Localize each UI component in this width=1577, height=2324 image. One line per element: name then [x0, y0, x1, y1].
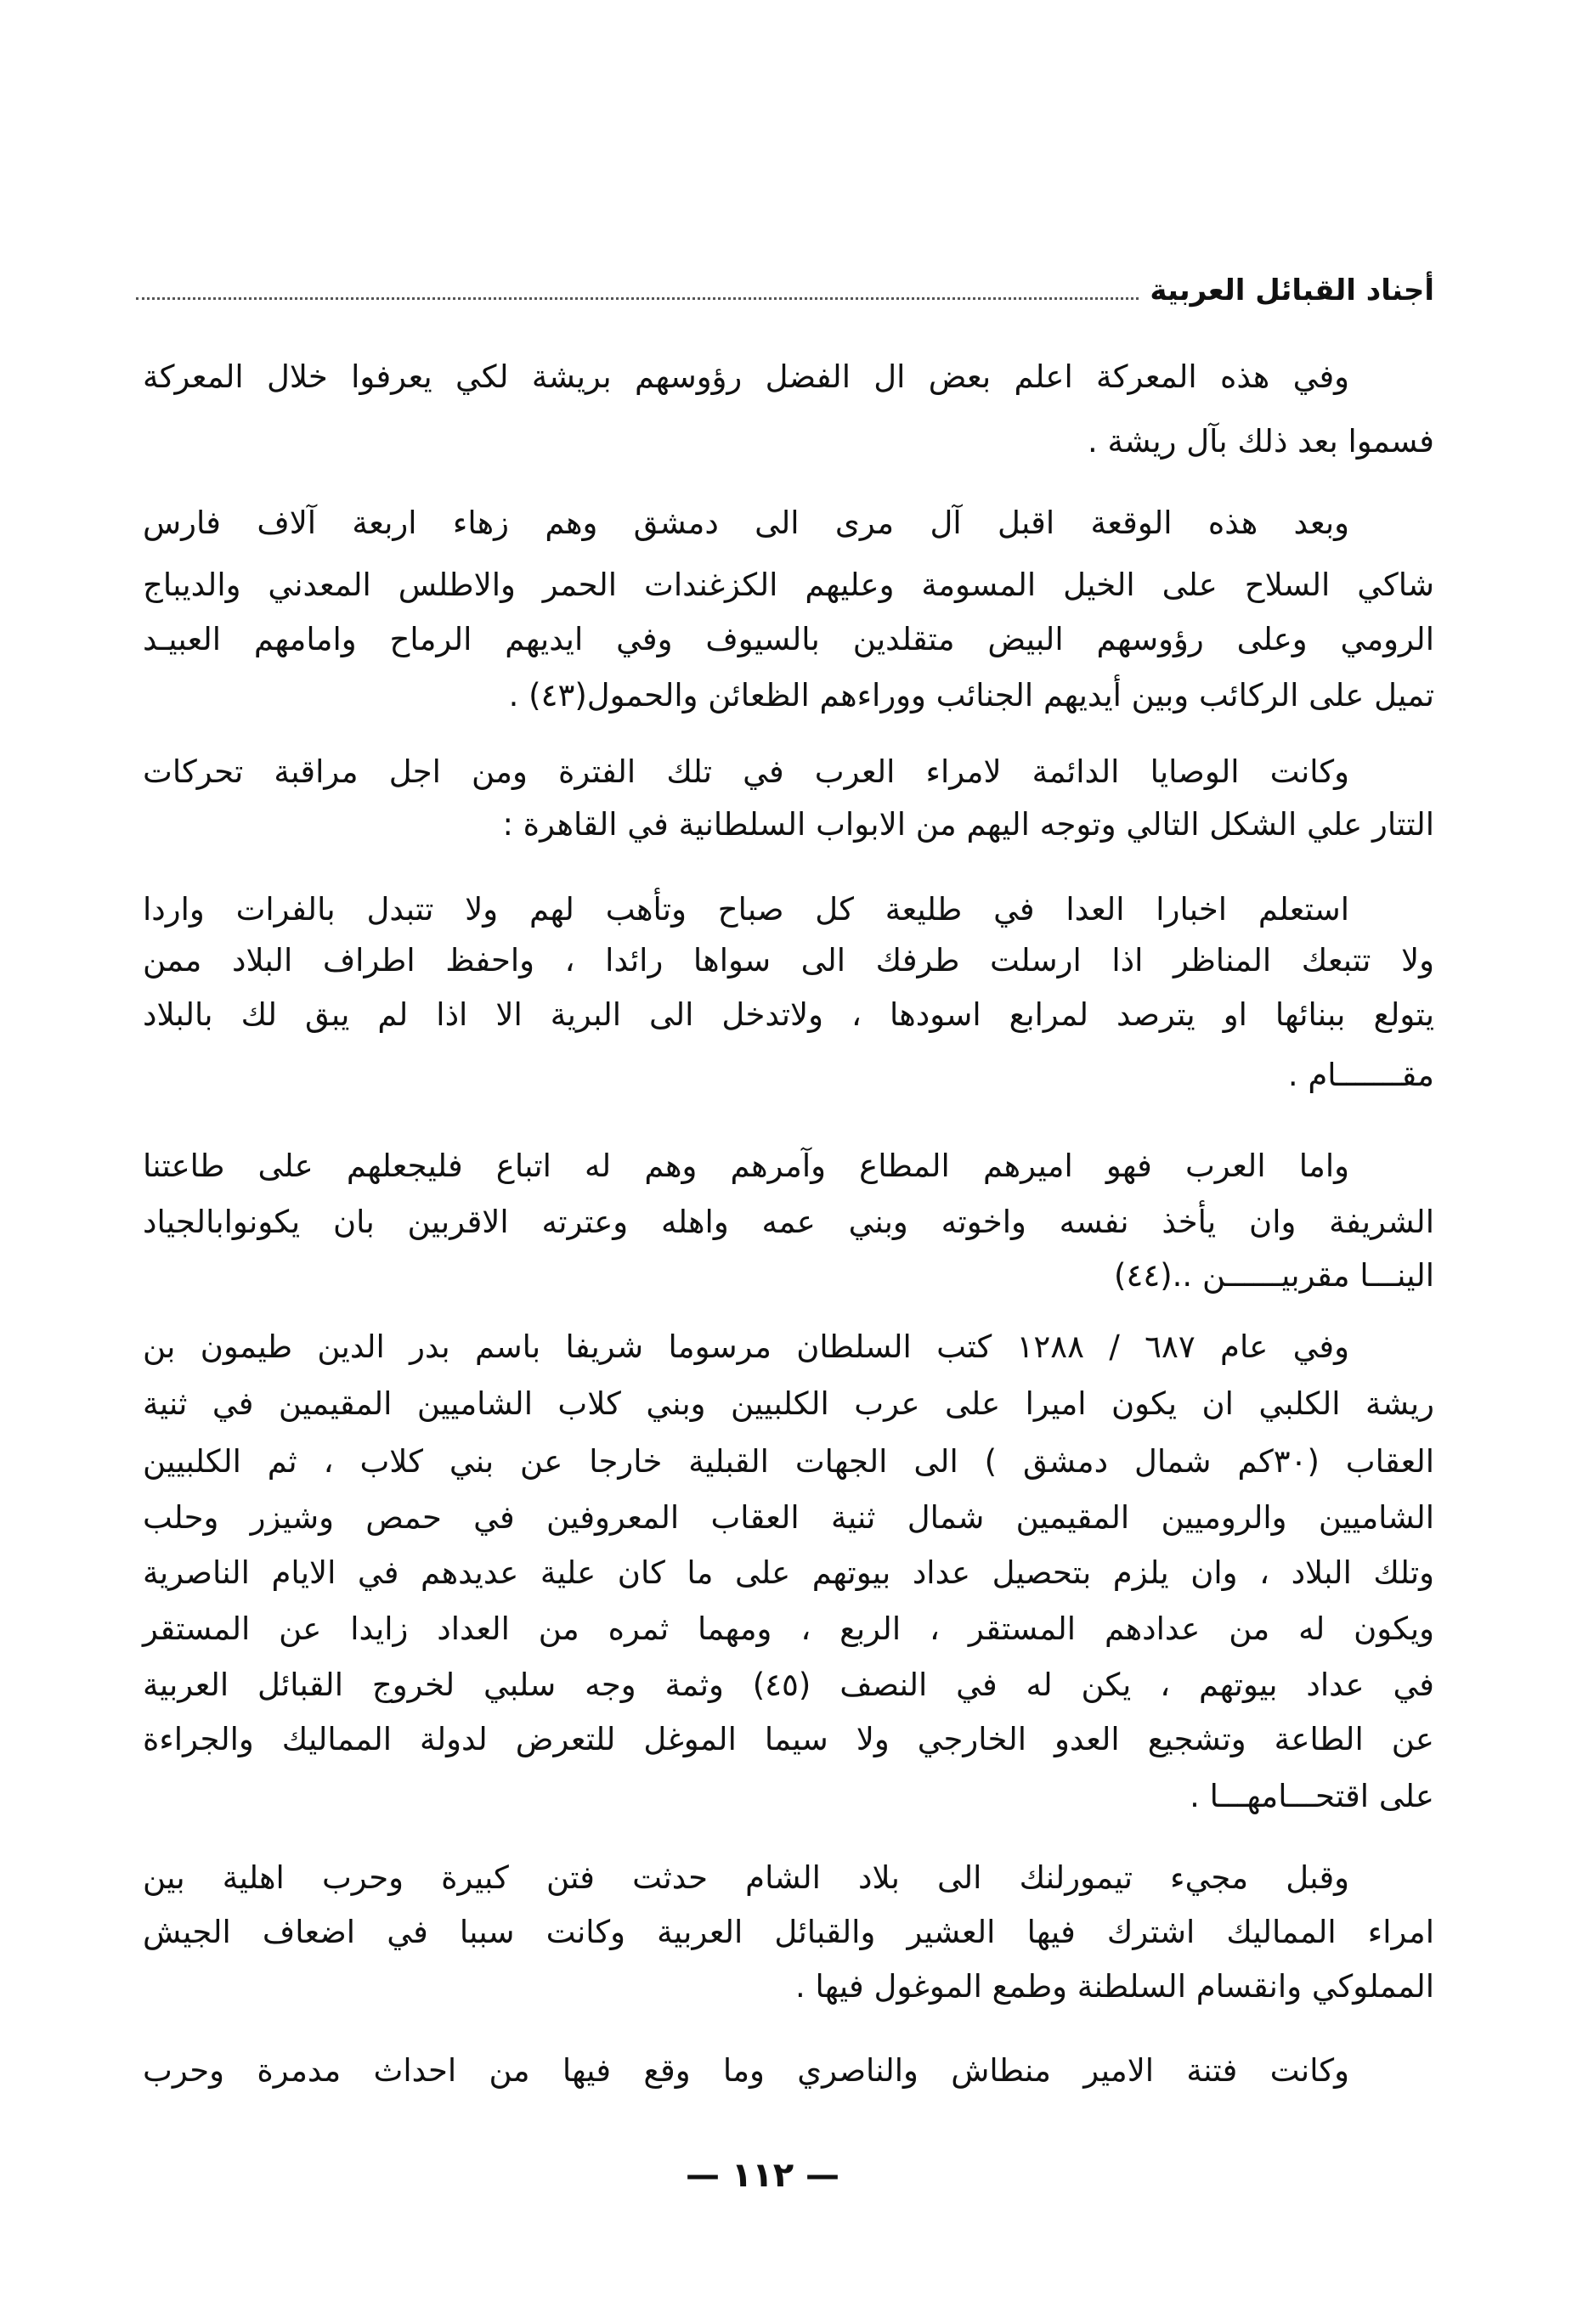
- text-line: فسموا بعد ذلك بآل ريشة .: [1087, 423, 1434, 460]
- text-line: ولا تتبعك المناظر اذا ارسلت طرفك الى سواها رائدا ، واحفظ اطراف البلاد ممن: [143, 942, 1434, 979]
- text-line: وتلك البلاد ، وان يلزم بتحصيل عداد بيوتهم على ما كان علية عديدهم في الايام الناصرية: [143, 1554, 1434, 1591]
- running-title: أجناد القبائل العربية: [1150, 274, 1434, 307]
- text-line: وفي عام ٦٨٧ / ١٢٨٨ كتب السلطان مرسوما شريفا باسم بدر الدين طيمون بن: [143, 1328, 1349, 1365]
- text-line: وكانت الوصايا الدائمة لامراء العرب في تلك الفترة ومن اجل مراقبة تحركات: [143, 753, 1349, 790]
- text-line: تميل على الركائب وبين أيديهم الجنائب ووراءهم الظعائن والحمول(٤٣) .: [508, 677, 1434, 714]
- header-dotted-rule: [136, 297, 1139, 300]
- text-line: مقـــــــام .: [1287, 1057, 1434, 1093]
- text-line: في عداد بيوتهم ، يكن له في النصف (٤٥) وثمة وجه سلبي لخروج القبائل العربية: [143, 1667, 1434, 1703]
- text-line: العقاب (٣٠كم شمال دمشق ) الى الجهات القبلية خارجا عن بني كلاب ، ثم الكلبيين: [143, 1443, 1434, 1480]
- text-line: استعلم اخبارا العدا في طليعة كل صباح وتأهب لهم ولا تتبدل بالفرات واردا: [143, 891, 1349, 928]
- text-line: واما العرب فهو اميرهم المطاع وآمرهم وهم له اتباع فليجعلهم على طاعتنا: [143, 1148, 1349, 1184]
- text-line: وبعد هذه الوقعة اقبل آل مرى الى دمشق وهم زهاء اربعة آلاف فارس: [143, 505, 1349, 541]
- text-line: عن الطاعة وتشجيع العدو الخارجي ولا سيما الموغل للتعرض لدولة المماليك والجراءة: [143, 1721, 1434, 1757]
- text-line: وكانت فتنة الامير منطاش والناصري وما وقع فيها من احداث مدمرة وحرب: [143, 2052, 1349, 2089]
- text-line: وقبل مجيء تيمورلنك الى بلاد الشام حدثت فتن كبيرة وحرب اهلية بين: [143, 1859, 1349, 1896]
- text-line: التتار علي الشكل التالي وتوجه اليهم من الابواب السلطانية في القاهرة :: [502, 806, 1434, 843]
- text-line: الرومي وعلى رؤوسهم البيض متقلدين بالسيوف وفي ايديهم الرماح وامامهم العبيـد: [143, 621, 1434, 657]
- text-line: ريشة الكلبي ان يكون اميرا على عرب الكلبيين وبني كلاب الشاميين المقيمين في ثنية: [143, 1385, 1434, 1422]
- text-line: وفي هذه المعركة اعلم بعض ال الفضل رؤوسهم بريشة لكي يعرفوا خلال المعركة: [143, 358, 1349, 395]
- text-line: الشريفة وان يأخذ نفسه واخوته وبني عمه واهله وعترته الاقربين بان يكونوابالجياد: [143, 1204, 1434, 1240]
- text-line: ويكون له من عدادهم المستقر ، الربع ، ومهما ثمره من العداد زايدا عن المستقر: [143, 1610, 1434, 1647]
- text-line: الشاميين والروميين المقيمين شمال ثنية العقاب المعروفين في حمص وشيزر وحلب: [143, 1499, 1434, 1536]
- text-line: يتولع ببنائها او يترصد لمرابع اسودها ، ولاتدخل الى البرية الا اذا لم يبق لك بالبلاد: [143, 996, 1434, 1033]
- text-line: امراء المماليك اشترك فيها العشير والقبائل العربية وكانت سببا في اضعاف الجيش: [143, 1914, 1434, 1950]
- text-line: على اقتحـــامهـــا .: [1190, 1778, 1434, 1814]
- text-line: المملوكي وانقسام السلطنة وطمع الموغول فيها .: [795, 1968, 1434, 2005]
- text-line: شاكي السلاح على الخيل المسومة وعليهم الكزغندات الحمر والاطلس المعدني والديباج: [143, 567, 1434, 603]
- text-line: الينـــا مقربيــــــن ..(٤٤): [1114, 1257, 1434, 1294]
- page-number: — ١١٢ —: [685, 2156, 840, 2195]
